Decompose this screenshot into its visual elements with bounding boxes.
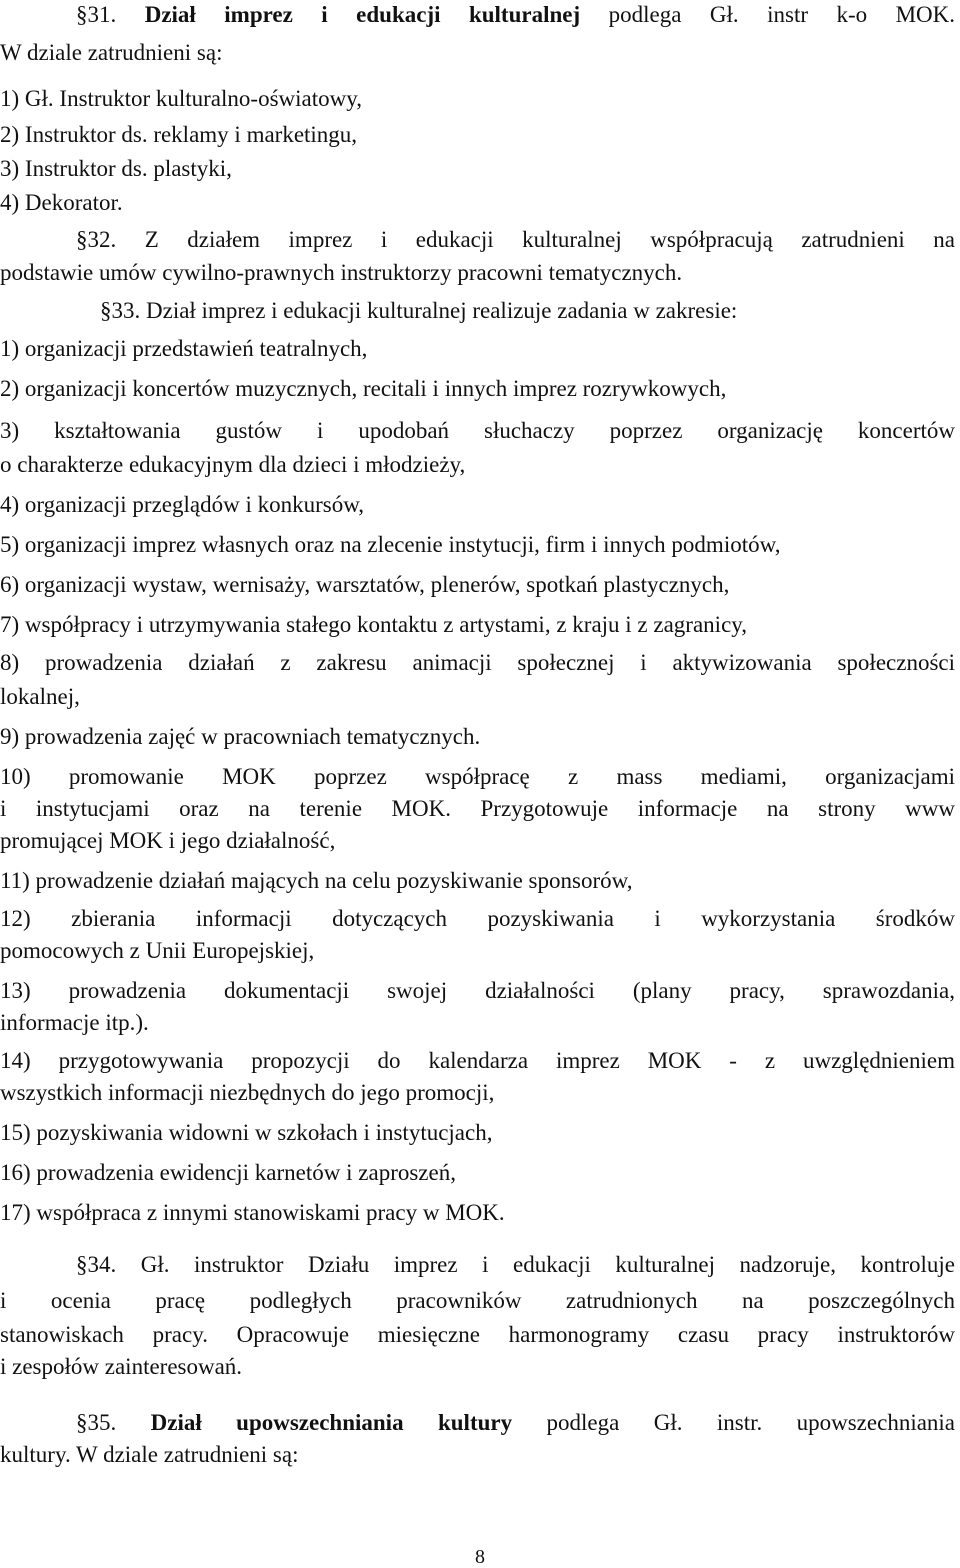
para33-line: 8) prowadzenia działań z zakresu animacji społecznej i aktywizowania społeczności	[0, 650, 955, 675]
para33-intro: §33. Dział imprez i edukacji kulturalnej realizuje zadania w zakresie:	[100, 298, 738, 323]
para33-line: 3) kształtowania gustów i upodobań słuchaczy poprzez organizację koncertów	[0, 418, 955, 443]
para33-line: 7) współpracy i utrzymywania stałego kontaktu z artystami, z kraju i z zagranicy,	[0, 612, 748, 637]
para33-line: 9) prowadzenia zajęć w pracowniach tematycznych.	[0, 724, 481, 749]
para33-line: o charakterze edukacyjnym dla dzieci i młodzieży,	[0, 452, 466, 477]
para31-heading-rest: podlega Gł. instr k-o MOK.	[580, 2, 956, 27]
page-number: 8	[475, 1546, 485, 1568]
para35-heading	[76, 1408, 955, 1438]
para34-line: i zespołów zainteresowań.	[0, 1354, 243, 1379]
para33-line: 5) organizacji imprez własnych oraz na zlecenie instytucji, firm i innych podmiotów,	[0, 532, 781, 557]
para35-section-number: §35.	[76, 1410, 117, 1435]
para31-heading	[76, 0, 955, 30]
para33-line: 17) współpraca z innymi stanowiskami pracy w MOK.	[0, 1200, 505, 1225]
para31-item: 1) Gł. Instruktor kulturalno-oświatowy,	[0, 86, 362, 111]
para33-line: 14) przygotowywania propozycji do kalendarza imprez MOK - z uwzględnieniem	[0, 1048, 955, 1073]
para35-heading-rest: podlega Gł. instr. upowszechniania	[512, 1410, 956, 1435]
para31-item: 2) Instruktor ds. reklamy i marketingu,	[0, 122, 358, 147]
para33-line: i instytucjami oraz na terenie MOK. Przygotowuje informacje na strony www	[0, 796, 955, 821]
para31-line2: W dziale zatrudnieni są:	[0, 40, 223, 65]
para33-line: pomocowych z Unii Europejskiej,	[0, 938, 315, 963]
para31-section-number: §31.	[76, 2, 117, 27]
para33-line: 6) organizacji wystaw, wernisaży, warsztatów, plenerów, spotkań plastycznych,	[0, 572, 730, 597]
para33-line: 10) promowanie MOK poprzez współpracę z mass mediami, organizacjami	[0, 764, 955, 789]
para33-line: wszystkich informacji niezbędnych do jego promocji,	[0, 1080, 495, 1105]
para35-line2: kultury. W dziale zatrudnieni są:	[0, 1442, 299, 1467]
para32-line1: §32. Z działem imprez i edukacji kulturalnej współpracują zatrudnieni na	[76, 227, 955, 252]
para33-line: lokalnej,	[0, 684, 80, 709]
para35-department-name: Dział upowszechniania kultury	[150, 1410, 513, 1435]
para31-item: 3) Instruktor ds. plastyki,	[0, 156, 232, 181]
para31-item: 4) Dekorator.	[0, 190, 123, 215]
para32-line2: podstawie umów cywilno-prawnych instruktorzy pracowni tematycznych.	[0, 260, 683, 285]
para33-line: 12) zbierania informacji dotyczących pozyskiwania i wykorzystania środków	[0, 906, 955, 931]
para34-line: §34. Gł. instruktor Działu imprez i edukacji kulturalnej nadzoruje, kontroluje	[76, 1252, 955, 1277]
para34-line: stanowiskach pracy. Opracowuje miesięczne harmonogramy czasu pracy instruktorów	[0, 1322, 955, 1347]
para33-line: 15) pozyskiwania widowni w szkołach i instytucjach,	[0, 1120, 493, 1145]
para33-line: informacje itp.).	[0, 1010, 149, 1035]
para33-line: 4) organizacji przeglądów i konkursów,	[0, 492, 365, 517]
para31-department-name: Dział imprez i edukacji kulturalnej	[144, 2, 581, 27]
para33-line: 13) prowadzenia dokumentacji swojej działalności (plany pracy, sprawozdania,	[0, 978, 955, 1003]
para33-line: 16) prowadzenia ewidencji karnetów i zaproszeń,	[0, 1160, 456, 1185]
para33-line: 1) organizacji przedstawień teatralnych,	[0, 336, 368, 361]
para33-line: 11) prowadzenie działań mających na celu pozyskiwanie sponsorów,	[0, 868, 633, 893]
para33-line: 2) organizacji koncertów muzycznych, recitali i innych imprez rozrywkowych,	[0, 376, 727, 401]
para34-line: i ocenia pracę podległych pracowników zatrudnionych na poszczególnych	[0, 1288, 955, 1313]
para33-line: promującej MOK i jego działalność,	[0, 828, 336, 853]
